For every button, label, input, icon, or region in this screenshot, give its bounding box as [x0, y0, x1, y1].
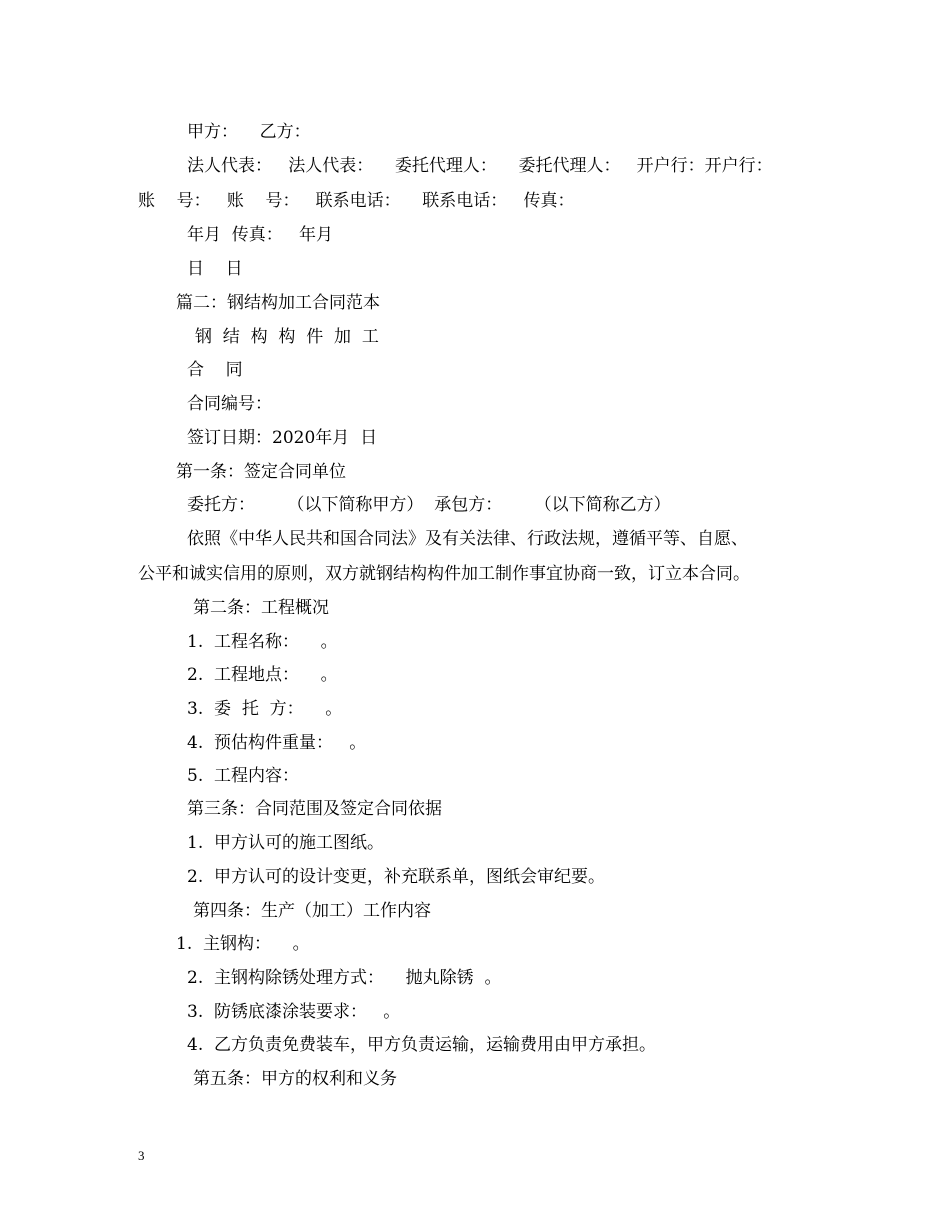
sign-date: 签订日期：2020年月 日 [187, 428, 378, 448]
contract-title-line1: 钢 结 构 构 件 加 工 [195, 327, 379, 347]
article-5-heading: 第五条：甲方的权利和义务 [193, 1069, 397, 1089]
contract-number: 合同编号： [187, 394, 272, 414]
page-number: 3 [138, 1148, 145, 1163]
representative-line: 法人代表： 法人代表： 委托代理人： 委托代理人： 开户行：开户行： [187, 156, 773, 176]
contract-title-line2: 合 同 [187, 360, 243, 380]
article-2-heading: 第二条：工程概况 [193, 598, 329, 618]
article-4-heading: 第四条：生产（加工）工作内容 [193, 901, 431, 921]
loading-transport-item: 4. 乙方负责免费装车，甲方负责运输，运输费用由甲方承担。 [187, 1035, 657, 1055]
drawings-item: 1. 甲方认可的施工图纸。 [187, 833, 385, 853]
project-location-item: 2. 工程地点： 。 [187, 665, 338, 685]
section-title-part2: 篇二：钢结构加工合同范本 [176, 293, 380, 313]
design-changes-item: 2. 甲方认可的设计变更，补充联系单，图纸会审纪要。 [187, 867, 606, 887]
client-item: 3. 委 托 方： 。 [187, 699, 343, 719]
basis-paragraph-line2: 公平和诚实信用的原则，双方就钢结构构件加工制作事宜协商一致，订立本合同。 [138, 564, 750, 584]
parties-line: 委托方： （以下简称甲方） 承包方： （以下简称乙方） [187, 495, 671, 515]
article-1-heading: 第一条：签定合同单位 [176, 462, 346, 482]
rust-removal-item: 2. 主钢构除锈处理方式： 抛丸除锈 。 [187, 968, 502, 988]
project-content-item: 5. 工程内容： [187, 766, 300, 786]
estimated-weight-item: 4. 预估构件重量： 。 [187, 733, 367, 753]
article-3-heading: 第三条：合同范围及签定合同依据 [187, 799, 442, 819]
primer-coating-item: 3. 防锈底漆涂装要求： 。 [187, 1002, 401, 1022]
account-line: 账 号： 账 号： 联系电话： 联系电话： 传真： [138, 191, 575, 211]
party-header-line: 甲方： 乙方： [187, 122, 311, 142]
main-steel-item: 1. 主钢构： 。 [176, 934, 310, 954]
project-name-item: 1. 工程名称： 。 [187, 632, 338, 652]
date-fax-line: 年月 传真： 年月 [187, 225, 334, 245]
basis-paragraph-line1: 依照《中华人民共和国合同法》及有关法律、行政法规，遵循平等、自愿、 [187, 529, 748, 549]
day-line: 日 日 [187, 259, 243, 279]
